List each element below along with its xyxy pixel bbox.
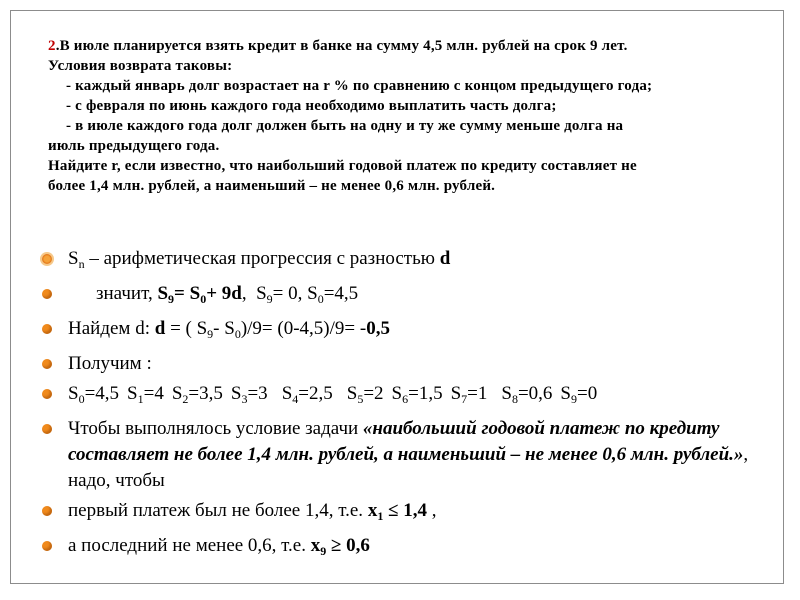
problem-statement (48, 36, 768, 196)
list-item-values: $S_0=4,5$ $S_1=4$ $S_2=3,5$ $S_3=3$ $S_4=2,5$ $S_5=2$ $S_6=1,5$ $S_7=1$ $S_8=0,6$ $S_9=0$ (40, 381, 770, 412)
bullet-icon (42, 359, 52, 369)
list-item-first-payment: первый платеж был не более 1,4, т.е. $x_1 \le 1,4$ , (40, 498, 770, 529)
problem-line-2: Условия возврата таковы: (48, 58, 233, 74)
problem-line-7: Найдите r, если известно, что наибольший годовой платеж по кредиту составляет не (48, 158, 637, 174)
list-item-condition: Чтобы выполнялось условие задачи «наибольший годовой платеж по кредиту составляет не более 1,4 млн. рублей, а наименьший – не менее 0,6 млн. рублей.», надо, чтобы (40, 416, 770, 494)
sun-bullet-icon (42, 254, 52, 264)
list-item-find-d: Найдем d: d = ( $S_9-$ $S_0)/9= (0-4,5)/9= -0,5$ (40, 316, 770, 347)
problem-number: 2 (48, 38, 56, 54)
problem-line-1: 2.В июле планируется взять кредит в банке на сумму 4,5 млн. рублей на срок 9 лет. (48, 38, 628, 54)
bullet-icon (42, 506, 52, 516)
bullet-icon (42, 389, 52, 399)
solution-list (40, 246, 770, 568)
bullet-icon (42, 324, 52, 334)
list-item-get: Получим : (40, 351, 770, 377)
list-item-last-payment: а последний не менее 0,6, т.е. $x_9 \ge 0,6$ (40, 533, 770, 564)
problem-line-5: - в июле каждого года долг должен быть на одну и ту же сумму меньше долга на (66, 118, 624, 134)
bullet-icon (42, 424, 52, 434)
problem-line-3: - каждый январь долг возрастает на r % по сравнению с концом предыдущего года; (66, 78, 653, 94)
problem-line-6: июль предыдущего года. (48, 138, 220, 154)
problem-line-4: - с февраля по июнь каждого года необходимо выплатить часть долга; (66, 98, 557, 114)
list-item-means: значит, $S_9= S_0+ 9d$, $S_9= 0$, $S_0=4,5$ (40, 281, 770, 312)
bullet-icon (42, 541, 52, 551)
list-item-progression: $S_n$ – арифметическая прогрессия с разностью d (40, 246, 770, 277)
problem-line-8: более 1,4 млн. рублей, а наименьший – не менее 0,6 млн. рублей. (48, 178, 496, 194)
bullet-icon (42, 289, 52, 299)
